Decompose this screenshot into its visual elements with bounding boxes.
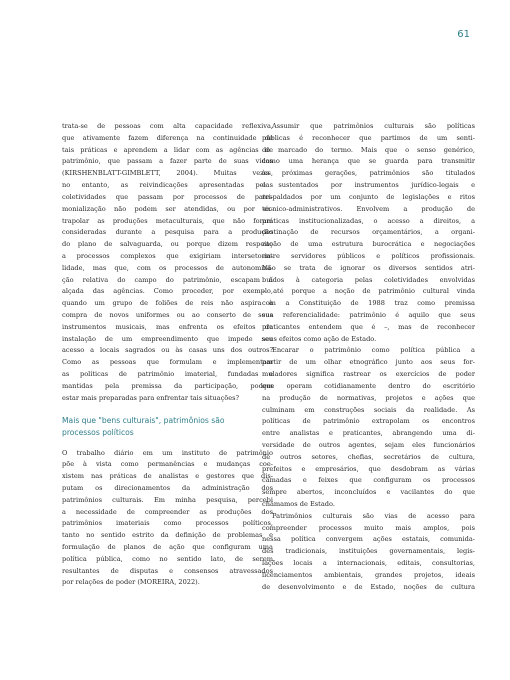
text-line: versidade de outros agentes, sejam eles funcionários — [262, 440, 475, 449]
heading-line: processos políticos — [62, 427, 134, 437]
text-line: por relações de poder (MOREIRA, 2022). — [62, 578, 200, 587]
text-line: a necessidade de compreender as produções dos — [62, 507, 273, 516]
text-line: acesso a locais sagrados ou às casas uns dos outros? — [62, 346, 273, 355]
text-line: quando um grupo de foliões de reis não aspira à — [62, 299, 273, 308]
text-line: – até porque a noção de patrimônio cultural vinda — [262, 287, 475, 296]
text-line: culminam em construções sociais da realidade. As — [262, 405, 475, 414]
text-line: entre servidores públicos e políticos profissionais. — [262, 251, 475, 260]
text-line: partir de um olhar etnográfico junto aos seus for- — [262, 358, 475, 367]
text-line: putam os direcionamentos da administração dos — [62, 483, 273, 492]
text-line: que ativamente fazem diferença na continuidade de — [62, 133, 273, 142]
text-line: sempre abertos, inconcluídos e vacilantes do que — [262, 488, 475, 497]
text-line: às próximas gerações, patrimônios são titulados — [262, 169, 475, 178]
text-line: seus efeitos como ação de Estado. — [262, 334, 377, 343]
text-line: instalação de um empreendimento que impede seu — [62, 334, 273, 343]
text-line: O trabalho diário em um instituto de patrimônio — [62, 448, 273, 457]
text-line: do marcado do termo. Mais que o senso genérico, — [262, 145, 475, 154]
text-line: Assumir que patrimônios culturais são políticas — [272, 122, 475, 130]
text-line: patrimônios imateriais como processos políticos, — [62, 519, 273, 528]
text-line: trata-se de pessoas com alta capacidade reflexiva, — [62, 122, 273, 130]
text-line: política pública, como no sentido lato, de serem — [62, 554, 273, 563]
text-line: no entanto, as reivindicações apresentadas pelas — [62, 181, 273, 190]
text-line: que operam cotidianamente dentro do escritório — [262, 381, 475, 390]
text-line: técnico-administrativos. Envolvem a produção de — [262, 204, 475, 213]
text-line: a processos complexos que exigiriam intersetoria- — [62, 251, 273, 260]
text-line: respaldados por um conjunto de legislações e ritos — [262, 192, 475, 201]
page-number: 61 — [457, 29, 470, 40]
paragraph — [262, 511, 475, 594]
text-line: políticas de patrimônio extrapolam os encontros — [262, 417, 475, 426]
text-line: estar mais preparadas para enfrentar tais situações? — [62, 393, 240, 402]
text-line: alçada das agências. Como proceder, por exemplo, — [62, 287, 273, 296]
text-line: licenciamentos ambientais, grandes projetos, ideais — [262, 570, 475, 579]
text-line: lações locais a internacionais, editais, consultorias, — [262, 559, 475, 568]
paragraph — [262, 121, 475, 345]
paragraph — [262, 345, 475, 510]
text-line: xistem nas práticas de analistas e gestores que dis- — [62, 472, 273, 481]
left-column — [62, 121, 273, 589]
text-line: zação de uma estrutura burocrática e negociações — [262, 240, 475, 249]
heading-line: Mais que "bens culturais", patrimônios são — [62, 415, 225, 425]
text-line: com a Constituição de 1988 traz como premissa — [262, 299, 475, 308]
paragraph — [62, 448, 273, 590]
text-line: e sustentados por instrumentos jurídico-legais e — [262, 181, 475, 190]
text-line: de desenvolvimento e de Estado, noções de cultura — [262, 582, 475, 591]
text-line: patrimônio, que passam a fazer parte de suas vidas — [62, 157, 273, 166]
text-line: instrumentos musicais, mas enfrenta os efeitos da — [62, 322, 273, 331]
text-line: buídos à categoria pelas coletividades envolvidas — [262, 275, 475, 284]
text-line: destinação de recursos orçamentários, a organi- — [262, 228, 475, 237]
text-line: monialização não podem ser atendidas, ou por ex- — [62, 204, 273, 213]
text-line: ção relativa do campo do patrimônio, escapam à — [62, 275, 273, 284]
text-line: praticantes entendem que é –, mas de reconhecer — [262, 322, 475, 331]
text-line: Encarar o patrimônio como política pública a — [272, 346, 475, 355]
text-line: prefeitos e empresários, que desdobram as várias — [262, 464, 475, 473]
paragraph — [62, 121, 273, 405]
text-line: (KIRSHENBLATT-GIMBLETT, 2004). Muitas vezes, — [62, 169, 273, 178]
text-line: camadas e feixes que configuram os processos — [262, 476, 475, 485]
text-line: tais práticas e aprendem a lidar com as agências de — [62, 145, 273, 154]
text-line: na produção de normativas, projetos e ações que — [262, 393, 475, 402]
text-line: patrimônios culturais. Em minha pesquisa, percebi — [62, 495, 273, 504]
text-line: des tradicionais, instituições governamentais, legis- — [262, 547, 475, 556]
text-line: coletividades que passam por processos de patri- — [62, 192, 273, 201]
text-line: põe à vista como permanências e mudanças coe- — [62, 460, 273, 469]
text-line: chamamos de Estado. — [262, 500, 335, 508]
text-line: mantidas pela premissa da participação, podem — [62, 381, 273, 390]
text-line: sua referencialidade: patrimônio é aquilo que seus — [262, 311, 475, 319]
text-line: trapolar as produções metaculturais, que não foram — [62, 216, 273, 225]
text-line: lidade, mas que, com os processos de autonomiza- — [62, 263, 273, 272]
text-line: formulação de planos de ação que configuram uma — [62, 543, 273, 551]
text-line: de outros setores, chefias, secretários de cultura, — [262, 452, 475, 461]
text-line: Não se trata de ignorar os diversos sentidos atri- — [262, 263, 475, 272]
text-line: do plano de salvaguarda, ou porque dizem respeito — [62, 240, 273, 249]
text-line: compreender processos muito mais amplos, pois — [262, 523, 475, 532]
text-line: práticas institucionalizadas, o acesso a direitos, a — [262, 216, 475, 225]
text-line: Patrimônios culturais são vias de acesso para — [272, 511, 475, 520]
section-heading — [62, 415, 273, 439]
right-column — [262, 121, 475, 594]
text-line: entre analistas e praticantes, abrangendo uma di- — [262, 429, 475, 438]
text-line: Como as pessoas que formulam e implementam — [62, 358, 273, 367]
text-line: tanto no sentido estrito da definição de problemas e — [62, 531, 273, 540]
text-line: resultantes de disputas e consensos atravessados — [62, 566, 273, 575]
text-line: nessa política convergem ações estatais, comunida- — [262, 535, 475, 544]
text-line: consideradas durante a pesquisa para a produção — [62, 228, 273, 237]
text-line: públicas é reconhecer que partimos de um senti- — [262, 133, 475, 142]
text-line: as políticas de patrimônio imaterial, fundadas e — [62, 370, 273, 379]
text-line: muladores significa rastrear os exercícios de poder — [262, 370, 475, 379]
text-line: compra de novos uniformes ou ao conserto de seus — [62, 311, 273, 319]
text-line: como uma herança que se guarda para transmitir — [262, 157, 475, 166]
